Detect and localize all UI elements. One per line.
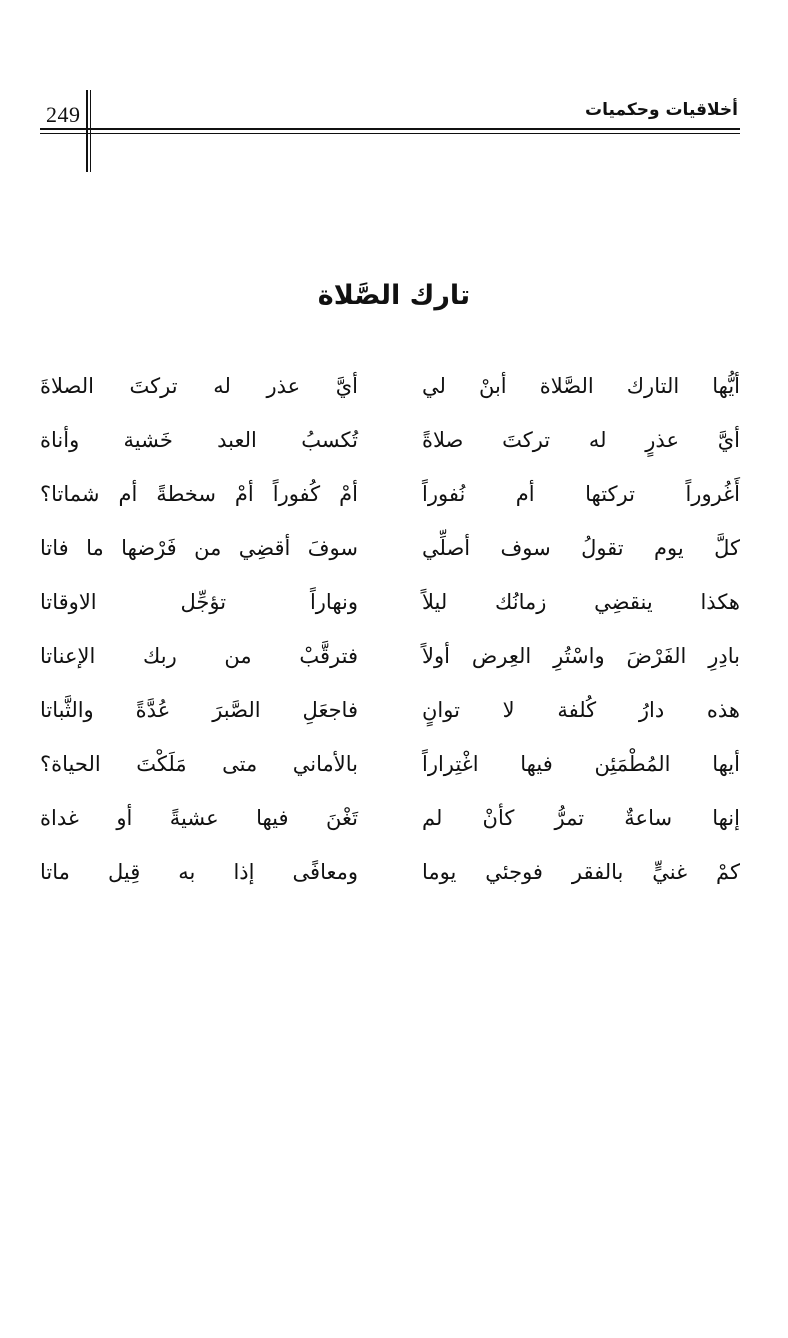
verse-first-hemistich: كمْ غنيٍّ بالفقر فوجئي يوما	[422, 860, 740, 884]
verse-second-hemistich: فاجعَلِ الصَّبرَ عُدَّةً والثَّباتا	[40, 698, 358, 722]
poem-title: تارك الصَّلاة	[317, 280, 471, 311]
verse-second-hemistich: أيَّ عذر له تركتَ الصلاةَ	[40, 374, 358, 398]
verse-first-hemistich: هكذا ينقضِي زمانُك ليلاً	[422, 590, 740, 614]
verse-first-hemistich: أيُّها التارك الصَّلاة أبنْ لي	[422, 374, 740, 398]
verse	[40, 416, 740, 470]
verse	[40, 848, 740, 902]
verse	[40, 794, 740, 848]
verse-second-hemistich: بالأماني متى مَلَكْتَ الحياة؟	[40, 752, 358, 776]
verse-second-hemistich: تَغْنَ فيها عشيةً أو غداة	[40, 806, 358, 830]
verse-first-hemistich: هذه دارُ كُلفة لا توانٍ	[422, 698, 740, 722]
verse-first-hemistich: أيها المُطْمَئِن فيها اغْتِراراً	[422, 752, 740, 776]
verse-first-hemistich: إنها ساعةٌ تمرُّ كأنْ لم	[422, 806, 740, 830]
verse	[40, 362, 740, 416]
verse-second-hemistich: ومعافًى إذا به قِيل ماتا	[40, 860, 358, 884]
verse	[40, 578, 740, 632]
poem-body	[40, 362, 740, 902]
verse	[40, 686, 740, 740]
page-header	[40, 90, 740, 180]
header-rule-bottom	[40, 133, 740, 134]
verse	[40, 740, 740, 794]
verse-second-hemistich: أمْ كُفوراً أمْ سخطةً أم شماتا؟	[40, 482, 358, 506]
verse-second-hemistich: تُكسبُ العبد خَشية وأناة	[40, 428, 358, 452]
header-vertical-bar-thin	[90, 90, 91, 172]
verse-first-hemistich: أيَّ عذرٍ له تركتَ صلاةً	[422, 428, 740, 452]
verse-second-hemistich: فترقَّبْ من ربك الإعناتا	[40, 644, 358, 668]
header-rule-top	[40, 128, 740, 130]
verse-second-hemistich: ونهاراً تؤجِّل الاوقاتا	[40, 590, 358, 614]
verse	[40, 470, 740, 524]
verse	[40, 632, 740, 686]
verse	[40, 524, 740, 578]
verse-second-hemistich: سوفَ أقضِي من فَرْضها ما فاتا	[40, 536, 358, 560]
page-number: 249	[46, 102, 81, 127]
header-vertical-bar	[86, 90, 88, 172]
verse-first-hemistich: أَغُروراً تركتها أم نُفوراً	[422, 482, 740, 506]
verse-first-hemistich: كلَّ يوم تقولُ سوف أصلِّي	[422, 536, 740, 560]
running-head: أخلاقيات وحكميات	[585, 100, 738, 120]
verse-first-hemistich: بادِرِ الفَرْضَ واسْتُرِ العِرض أولاً	[422, 644, 740, 668]
